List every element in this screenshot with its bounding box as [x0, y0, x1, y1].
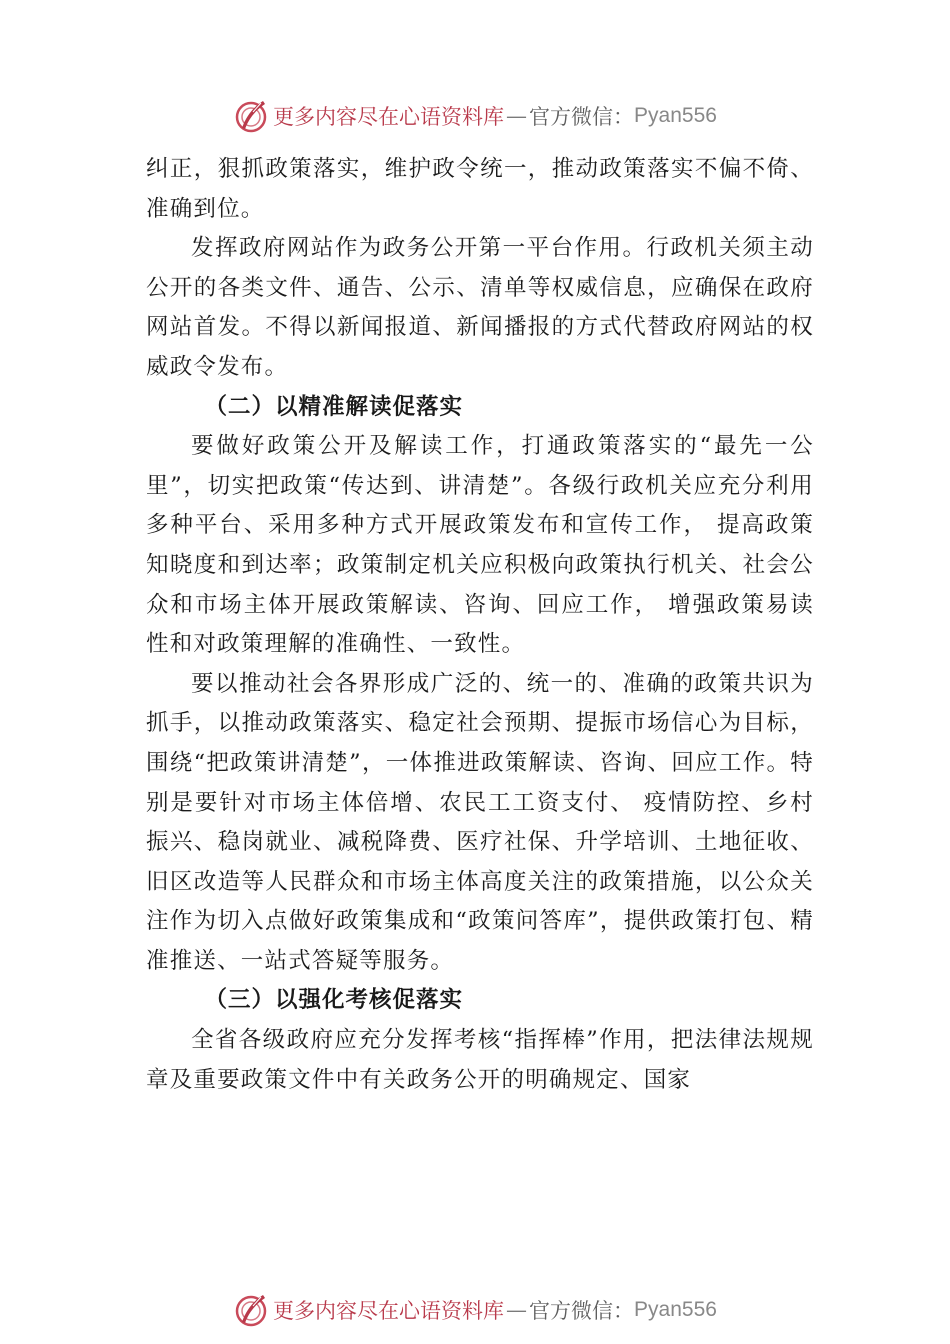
paragraph-policy-interpretation: 要做好政策公开及解读工作，打通政策落实的“最先一公里”，切实把政策“传达到、讲清楚”。各级行政机关应充分利用多种平台、采用多种方式开展政策发布和宣传工作， 提高政策知晓度和到达率；政策制定机关应积极向政策执行机关、社会公众和市场主体开展政策解读、咨询、回应工作， 增强政策易读性和对政策理解的准确性、一致性。 [146, 433, 814, 658]
header-watermark-banner [0, 96, 950, 136]
banner-site-name: 更多内容尽在心语资料库 [273, 105, 505, 129]
paragraph-continuation: 纠正，狠抓政策落实，维护政令统一，推动政策落实不偏不倚、准确到位。 [146, 156, 814, 222]
paragraph-policy-consensus: 要以推动社会各界形成广泛的、统一的、准确的政策共识为抓手，以推动政策落实、稳定社会预期、提振市场信心为目标，围绕“把政策讲清楚”，一体推进政策解读、咨询、回应工作。特别是要针对市场主体倍增、农民工工资支付、 疫情防控、乡村振兴、稳岗就业、减税降费、医疗社保、升学培训、土地征收、旧区改造等人民群众和市场主体高度关注的政策措施，以公众关注作为切入点做好政策集成和“政策问答库”，提供政策打包、精准推送、一站式答疑等服务。 [146, 670, 814, 974]
banner-site-name: 更多内容尽在心语资料库 [273, 1299, 505, 1323]
banner-dash: — [506, 104, 528, 128]
banner-wechat-id: Pyan556 [634, 1298, 717, 1321]
banner-wechat-id: Pyan556 [634, 104, 717, 127]
section-heading-2: （二）以精准解读促落实 [204, 393, 464, 420]
banner-wechat-label: 官方微信： [529, 1299, 635, 1323]
footer-watermark-banner [0, 1290, 950, 1330]
document-body [146, 150, 814, 1100]
quill-pen-logo-icon [233, 98, 269, 134]
section-heading-3: （三）以强化考核促落实 [204, 987, 464, 1014]
banner-dash: — [506, 1298, 528, 1322]
quill-pen-logo-icon [233, 1292, 269, 1328]
banner-wechat-label: 官方微信： [529, 105, 635, 129]
paragraph-assessment: 全省各级政府应充分发挥考核“指挥棒”作用，把法律法规规章及重要政策文件中有关政务公开的明确规定、国家 [146, 1027, 814, 1093]
paragraph-government-website: 发挥政府网站作为政务公开第一平台作用。行政机关须主动公开的各类文件、通告、公示、清单等权威信息，应确保在政府网站首发。不得以新闻报道、新闻播报的方式代替政府网站的权威政令发布。 [146, 235, 814, 380]
